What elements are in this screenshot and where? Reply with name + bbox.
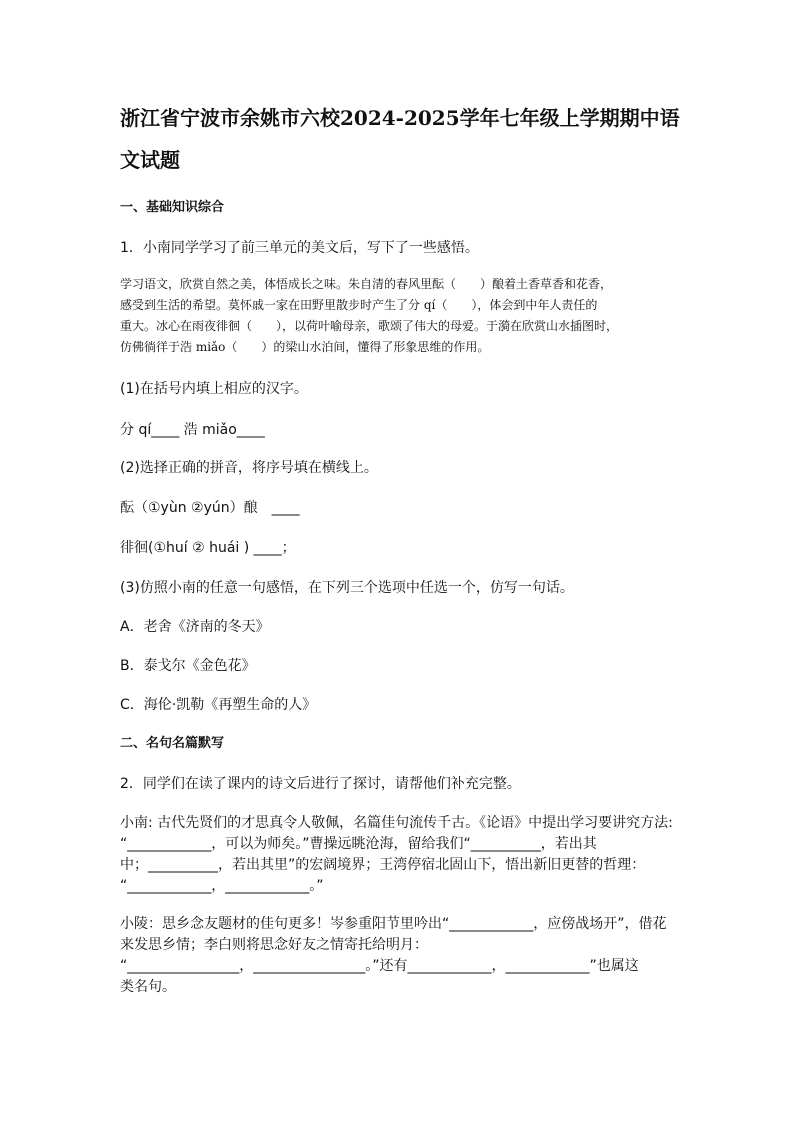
option-a: A．老舍《济南的冬天》 — [120, 619, 270, 635]
paragraph-line: 小南: 古代先贤们的才思真令人敬佩，名篇佳句流传千古。《论语》中提出学习要讲究方法: — [120, 815, 673, 831]
sub-question-2: (2)选择正确的拼音，将序号填在横线上。 — [120, 460, 378, 476]
sub-question-1-answer: 分 qí____ 浩 miǎo____ — [120, 422, 265, 438]
xiaoling-paragraph — [120, 914, 680, 998]
sub-question-3: (3)仿照小南的任意一句感悟，在下列三个选项中任选一个，仿写一句话。 — [120, 580, 574, 596]
passage-line: 学习语文，欣赏自然之美，体悟成长之味。朱自清的春风里酝（ ）酿着土香草香和花香， — [120, 277, 613, 291]
section-heading-recitation: 二、名句名篇默写 — [120, 736, 225, 751]
sub-question-2-item-a: 酝（①yùn ②yún）酿 ____ — [120, 500, 300, 516]
paragraph-line: 中；__________，若出其里”的宏阔境界；王湾停宿北固山下，悟出新旧更替的哲理： — [120, 857, 646, 873]
xiaonan-paragraph — [120, 813, 680, 897]
option-b: B．泰戈尔《金色花》 — [120, 658, 256, 674]
passage-line: 重大。冰心在雨夜徘徊（ ），以荷叶喻母亲，歌颂了伟大的母爱。于漪在欣赏山水插图时， — [120, 319, 619, 333]
sub-question-2-item-b: 徘徊(①huí ② huái ) ____； — [120, 540, 296, 556]
paragraph-line: “____________，____________。” — [120, 878, 324, 894]
paragraph-line: “____________，可以为师矣。”曹操远眺沧海，留给我们“__________，若出其 — [120, 836, 597, 852]
paragraph-line: 类名句。 — [120, 979, 176, 995]
passage-line: 感受到生活的希望。莫怀戚一家在田野里散步时产生了分 qí（ ），体会到中年人责任的 — [120, 298, 598, 312]
document-title-line1: 浙江省宁波市余姚市六校2024-2025学年七年级上学期期中语 — [120, 106, 680, 130]
question-1-passage — [120, 274, 680, 358]
question-2-stem: 2．同学们在读了课内的诗文后进行了探讨，请帮他们补充完整。 — [120, 776, 521, 792]
document-title-line2: 文试题 — [120, 148, 180, 172]
question-1-stem: 1．小南同学学习了前三单元的美文后，写下了一些感悟。 — [120, 240, 479, 256]
passage-line: 仿佛徜徉于浩 miǎo（ ）的梁山水泊间，懂得了形象思维的作用。 — [120, 340, 490, 354]
paragraph-line: 来发思乡情；李白则将思念好友之情寄托给明月： — [120, 937, 428, 953]
section-heading-basics: 一、基础知识综合 — [120, 200, 225, 215]
option-c: C．海伦·凯勒《再塑生命的人》 — [120, 697, 317, 713]
paragraph-line: “________________，________________。”还有____________，____________”也属这 — [120, 958, 639, 974]
paragraph-line: 小陵：思乡念友题材的佳句更多！岑参重阳节里吟出“____________，应傍战场开”，借花 — [120, 916, 667, 932]
sub-question-1: (1)在括号内填上相应的汉字。 — [120, 381, 308, 397]
